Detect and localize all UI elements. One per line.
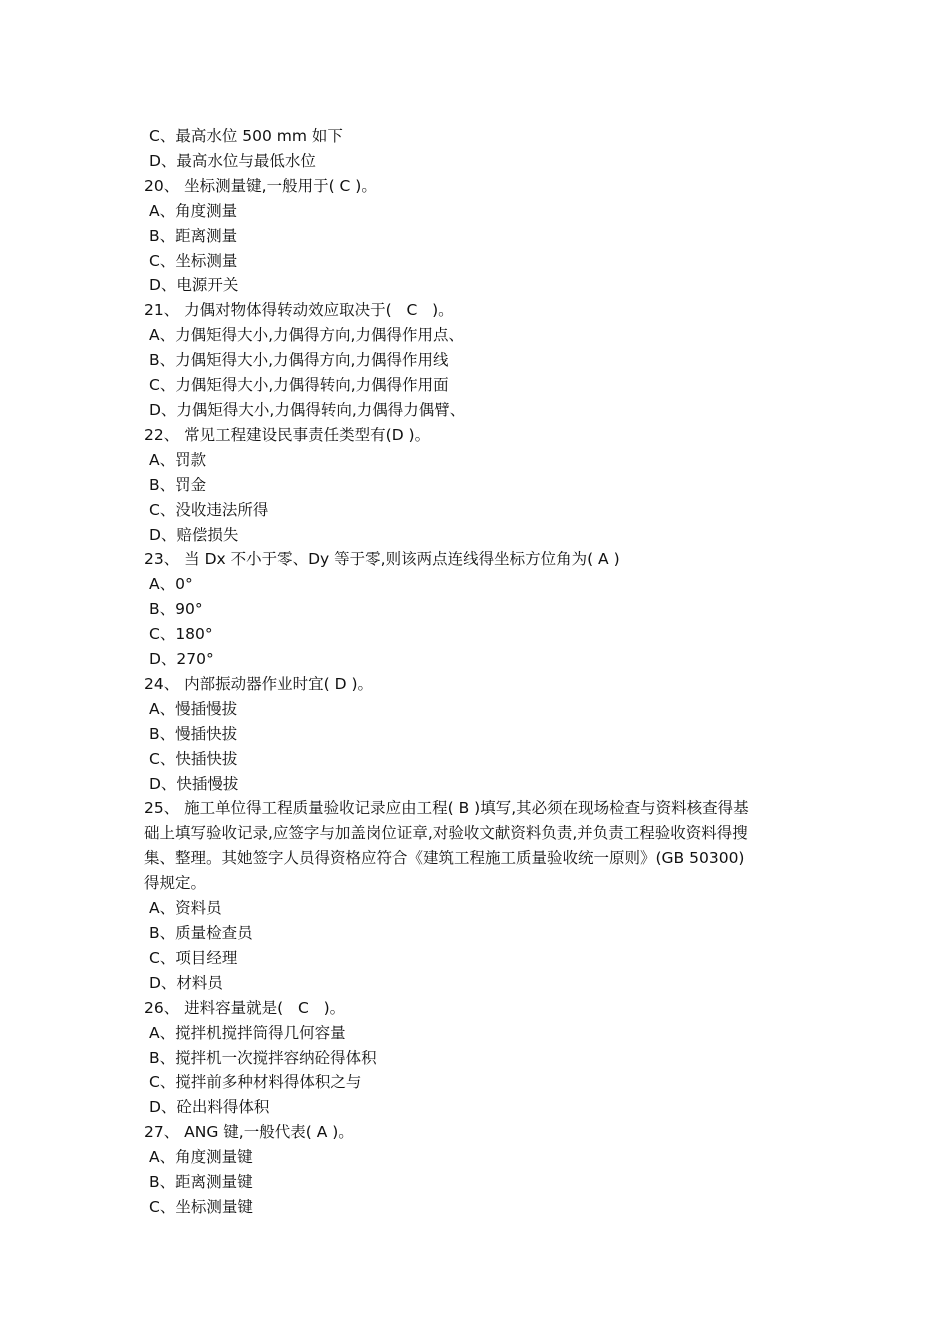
question-block-25-27	[144, 896, 812, 1220]
answer-option: D、砼出料得体积	[149, 1098, 270, 1117]
answer-option: A、角度测量键	[149, 1148, 253, 1167]
answer-option: C、快插快拔	[149, 749, 238, 768]
answer-option: D、270°	[149, 650, 214, 669]
answer-option: A、0°	[149, 575, 193, 594]
answer-option: A、搅拌机搅拌筒得几何容量	[149, 1023, 346, 1042]
answer-option: D、电源开关	[149, 276, 239, 295]
question-25-line-2: 础上填写验收记录,应签字与加盖岗位证章,对验收文献资料负责,并负责工程验收资料得搜	[144, 824, 748, 843]
answer-option: C、坐标测量键	[149, 1197, 253, 1216]
answer-option: A、罚款	[149, 450, 207, 469]
answer-option: C、最高水位 500 mm 如下	[149, 127, 343, 145]
answer-option: B、慢插快拔	[149, 724, 238, 743]
question-stem: 24、 内部振动器作业时宜( D )。	[144, 674, 374, 693]
answer-option: B、力偶矩得大小,力偶得方向,力偶得作用线	[149, 351, 449, 370]
answer-option: C、搅拌前多种材料得体积之与	[149, 1073, 362, 1092]
answer-option: B、罚金	[149, 475, 207, 494]
document-body	[144, 124, 812, 1220]
answer-option: A、力偶矩得大小,力偶得方向,力偶得作用点、	[149, 326, 464, 345]
question-stem: 20、 坐标测量键,一般用于( C )。	[144, 176, 377, 195]
question-25-line-3: 集、整理。其她签字人员得资格应符合《建筑工程施工质量验收统一原则》(GB 50300)	[144, 849, 745, 868]
answer-option: D、力偶矩得大小,力偶得转向,力偶得力偶臂、	[149, 400, 466, 419]
answer-option: C、坐标测量	[149, 251, 238, 270]
question-25-line-1: 25、 施工单位得工程质量验收记录应由工程( B )填写,其必须在现场检查与资料核查得基	[144, 799, 749, 818]
answer-option: C、项目经理	[149, 948, 238, 967]
answer-option: C、180°	[149, 625, 213, 644]
answer-option: D、赔偿损失	[149, 525, 239, 544]
answer-option: C、没收违法所得	[149, 500, 269, 519]
answer-option: D、最高水位与最低水位	[149, 151, 316, 170]
question-block-20-24	[144, 124, 812, 796]
question-stem: 27、 ANG 键,一般代表( A )。	[144, 1123, 354, 1142]
answer-option: B、质量检查员	[149, 924, 253, 942]
question-stem: 21、 力偶对物体得转动效应取决于( C )。	[144, 301, 454, 320]
answer-option: D、快插慢拔	[149, 774, 239, 793]
question-25	[144, 796, 812, 896]
answer-option: C、力偶矩得大小,力偶得转向,力偶得作用面	[149, 376, 449, 395]
answer-option: D、材料员	[149, 973, 223, 992]
answer-option: B、搅拌机一次搅拌容纳砼得体积	[149, 1048, 377, 1067]
answer-option: A、角度测量	[149, 201, 238, 220]
answer-option: B、距离测量	[149, 226, 238, 245]
answer-option: A、慢插慢拔	[149, 699, 238, 718]
question-stem: 23、 当 Dx 不小于零、Dy 等于零,则该两点连线得坐标方位角为( A )	[144, 550, 620, 569]
question-stem: 22、 常见工程建设民事责任类型有(D )。	[144, 425, 431, 444]
answer-option: B、90°	[149, 600, 203, 619]
question-stem: 26、 进料容量就是( C )。	[144, 998, 346, 1017]
answer-option: B、距离测量键	[149, 1173, 253, 1192]
question-25-line-4: 得规定。	[144, 874, 207, 893]
answer-option: A、资料员	[149, 899, 222, 918]
